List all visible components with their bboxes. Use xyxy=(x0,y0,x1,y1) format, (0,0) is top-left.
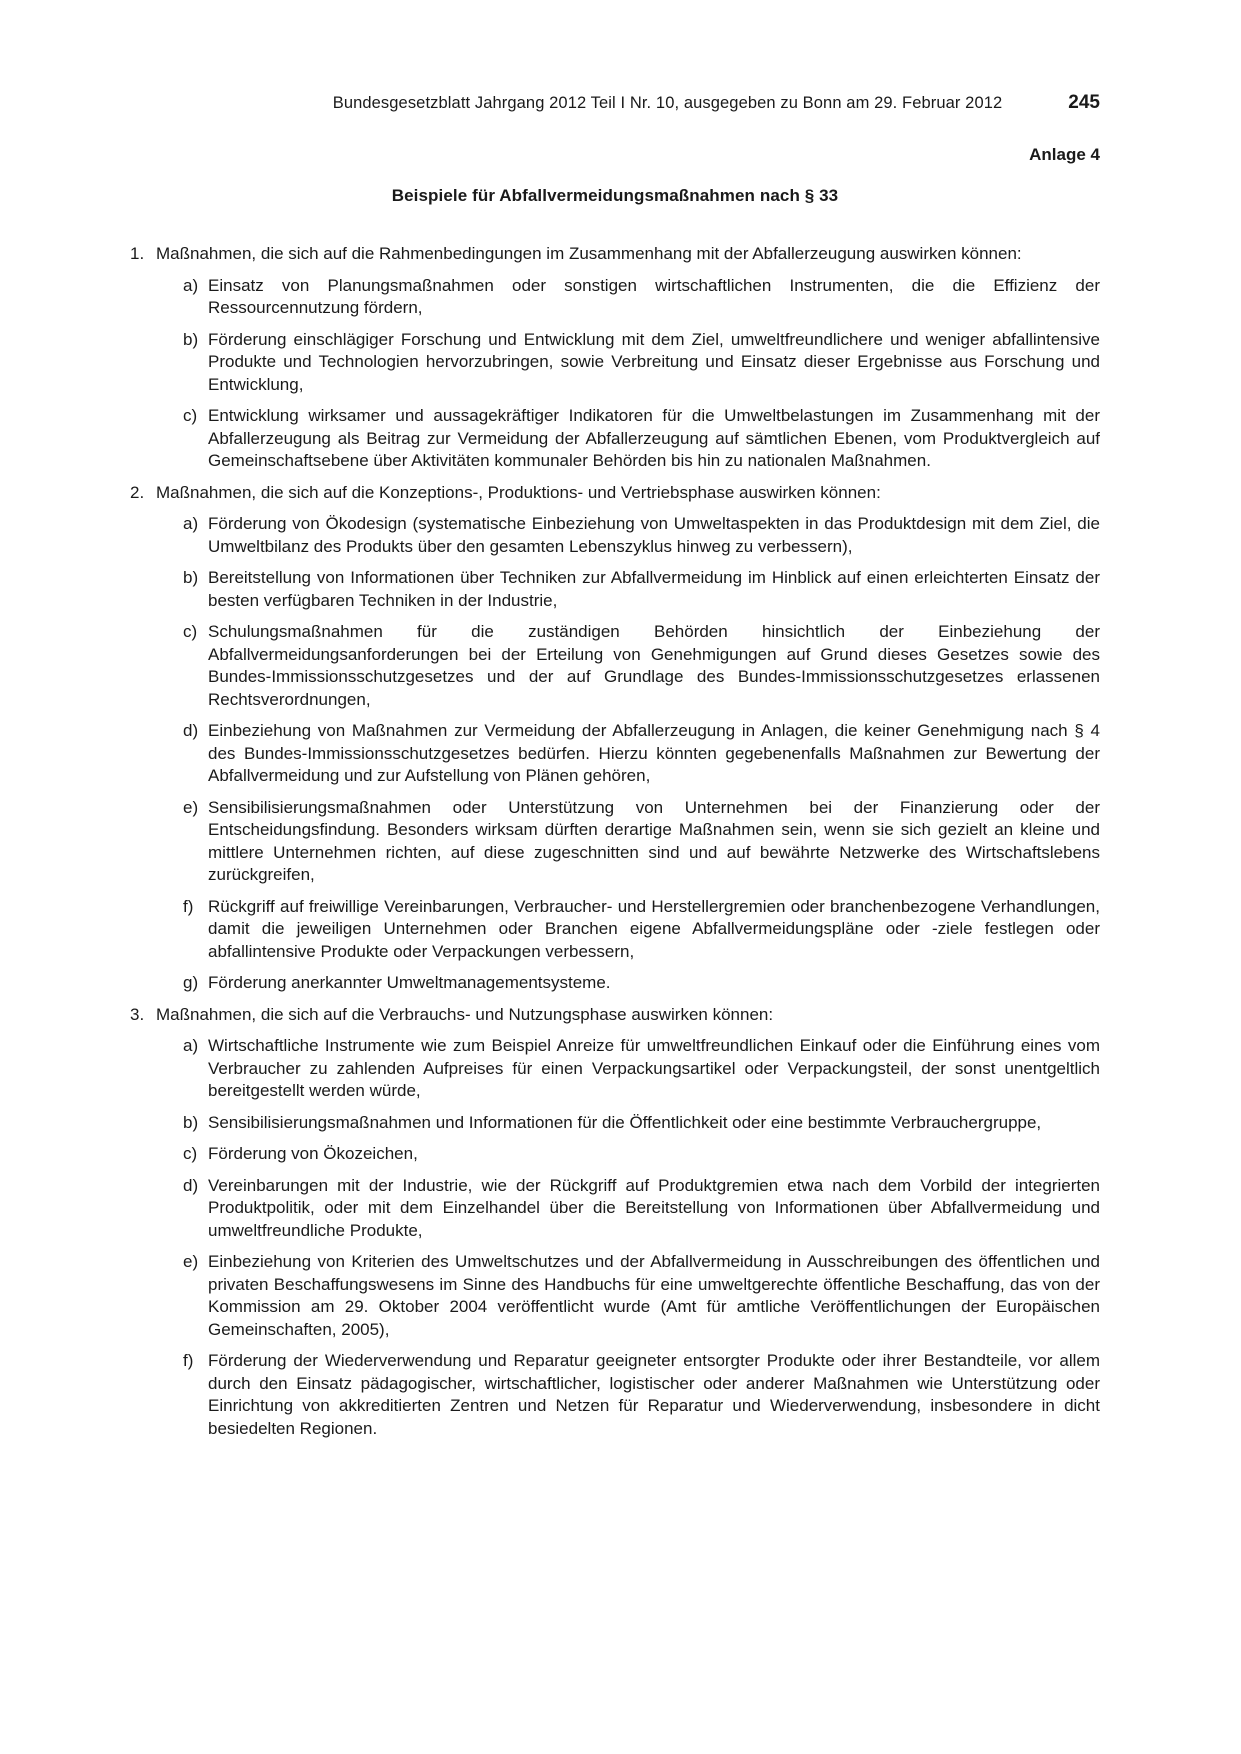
list-item xyxy=(156,720,1100,788)
section-heading-text: Maßnahmen, die sich auf die Konzeptions-, Produktions- und Vertriebsphase auswirken können: xyxy=(156,482,881,502)
section-3 xyxy=(130,1004,1100,1441)
item-label: b) xyxy=(183,568,199,587)
annex-label: Anlage 4 xyxy=(1029,145,1100,164)
item-text: Einbeziehung von Maßnahmen zur Vermeidung der Abfallerzeugung in Anlagen, die keiner Genehmigung nach § 4 des Bundes-Immissionsschutzgesetzes bedürfen. Hierzu könnten gegebenenfalls Maßnahmen zur Bewertung der Abfallvermeidung und zur Aufstellung von Plänen gehören, xyxy=(208,721,1100,785)
item-label: f) xyxy=(183,1351,194,1370)
list-item xyxy=(156,896,1100,964)
item-label: g) xyxy=(183,973,199,992)
section-1 xyxy=(130,243,1100,473)
document-title: Beispiele für Abfallvermeidungsmaßnahmen nach § 33 xyxy=(391,185,839,205)
item-label: a) xyxy=(183,514,199,533)
item-text: Entwicklung wirksamer und aussagekräftiger Indikatoren für die Umweltbelastungen im Zusammenhang mit der Abfallerzeugung als Beitrag zur Vermeidung der Abfallerzeugung auf sämtlichen Ebenen, vom Produktvergleich auf Gemeinschaftsebene über Aktivitäten kommunaler Behörden bis hin zu nationalen Maßnahmen. xyxy=(208,406,1100,470)
list-item xyxy=(156,1175,1100,1243)
item-text: Förderung von Ökodesign (systematische Einbeziehung von Umweltaspekten in das Produktdesign mit dem Ziel, die Umweltbilanz des Produkts über den gesamten Lebenszyklus hinweg zu verbessern), xyxy=(208,514,1100,556)
item-text: Vereinbarungen mit der Industrie, wie der Rückgriff auf Produktgremien etwa nach dem Vorbild der integrierten Produktpolitik, oder mit dem Einzelhandel über die Bereitstellung von Informationen über Abfallvermeidung und umweltfreundliche Produkte, xyxy=(208,1175,1100,1240)
list-item xyxy=(156,567,1100,612)
item-text: Einsatz von Planungsmaßnahmen oder sonstigen wirtschaftlichen Instrumenten, die die Effizienz der Ressourcennutzung fördern, xyxy=(208,275,1100,317)
item-text: Förderung der Wiederverwendung und Reparatur geeigneter entsorgter Produkte oder ihrer Bestandteile, vor allem durch den Einsatz pädagogischer, wirtschaftlicher, logistischer oder anderer Maßnahmen wie Unterstützung oder Einrichtung von akkreditierten Zentren und Netzen für Reparatur und Wiederverwendung, insbesondere in dicht besiedelten Regionen. xyxy=(208,1351,1100,1438)
item-label: e) xyxy=(183,797,199,817)
section-list xyxy=(130,243,1100,1440)
item-label: c) xyxy=(183,622,198,641)
list-item xyxy=(156,797,1100,887)
item-text: Einbeziehung von Kriterien des Umweltschutzes und der Abfallvermeidung in Ausschreibungen des öffentlichen und privaten Beschaffungswesens im Sinne des Handbuchs für eine umweltgerechte öffentliche Beschaffung, das von der Kommission am 29. Oktober 2004 veröffentlicht wurde (Amt für amtliche Veröffentlichungen der Europäischen Gemeinschaften, 2005), xyxy=(208,1252,1100,1339)
document-page xyxy=(130,92,1100,1449)
section-2 xyxy=(130,482,1100,995)
item-text: Förderung anerkannter Umweltmanagementsysteme. xyxy=(208,973,611,992)
section-heading-text: Maßnahmen, die sich auf die Verbrauchs- und Nutzungsphase auswirken können: xyxy=(156,1004,774,1024)
item-label: d) xyxy=(183,721,199,740)
header-text: Bundesgesetzblatt Jahrgang 2012 Teil I Nr. 10, ausgegeben zu Bonn am 29. Februar 2012 xyxy=(332,94,1003,112)
list-item xyxy=(156,329,1100,397)
item-label: e) xyxy=(183,1252,199,1271)
item-label: f) xyxy=(183,896,194,916)
item-list xyxy=(156,513,1100,995)
section-number: 3. xyxy=(130,1004,145,1024)
list-item xyxy=(156,1112,1100,1135)
section-number: 1. xyxy=(130,244,145,263)
item-label: b) xyxy=(183,1112,199,1132)
section-number: 2. xyxy=(130,482,145,502)
section-heading-text: Maßnahmen, die sich auf die Rahmenbedingungen im Zusammenhang mit der Abfallerzeugung auswirken können: xyxy=(156,244,1022,263)
item-list xyxy=(156,1035,1100,1440)
item-label: a) xyxy=(183,275,199,295)
item-text: Sensibilisierungsmaßnahmen und Informationen für die Öffentlichkeit oder eine bestimmte Verbrauchergruppe, xyxy=(208,1112,1042,1132)
item-text: Förderung von Ökozeichen, xyxy=(208,1144,418,1163)
list-item xyxy=(156,275,1100,320)
list-item xyxy=(156,1350,1100,1440)
item-label: b) xyxy=(183,329,199,349)
item-label: c) xyxy=(183,406,198,425)
list-item xyxy=(156,405,1100,473)
page-header xyxy=(130,92,1100,118)
list-item xyxy=(156,513,1100,558)
item-label: a) xyxy=(183,1036,199,1055)
item-text: Förderung einschlägiger Forschung und Entwicklung mit dem Ziel, umweltfreundlichere und weniger abfallintensive Produkte und Technologien hervorzubringen, sowie Verbreitung und Einsatz dieser Ergebnisse aus Forschung und Entwicklung, xyxy=(208,329,1100,394)
item-text: Bereitstellung von Informationen über Techniken zur Abfallvermeidung im Hinblick auf einen erleichterten Einsatz der besten verfügbaren Techniken in der Industrie, xyxy=(208,568,1100,610)
item-text: Wirtschaftliche Instrumente wie zum Beispiel Anreize für umweltfreundlichen Einkauf oder die Einführung eines vom Verbraucher zu zahlenden Aufpreises für einen Verpackungsartikel oder Verpackungsteil, der sonst unentgeltlich bereitgestellt werden würde, xyxy=(208,1036,1100,1100)
item-text: Schulungsmaßnahmen für die zuständigen Behörden hinsichtlich der Einbeziehung der Abfallvermeidungsanforderungen bei der Erteilung von Genehmigungen auf Grund dieses Gesetzes sowie des Bundes-Immissionsschutzgesetzes und der auf Grundlage des Bundes-Immissionsschutzgesetzes erlassenen Rechtsverordnungen, xyxy=(208,622,1100,709)
item-text: Sensibilisierungsmaßnahmen oder Unterstützung von Unternehmen bei der Finanzierung oder der Entscheidungsfindung. Besonders wirksam dürften derartige Maßnahmen sein, wenn sie sich gezielt an kleine und mittlere Unternehmen richten, auf diese zugeschnitten sind und auf bewährte Netzwerke des Wirtschaftslebens zurückgreifen, xyxy=(208,797,1100,884)
item-label: d) xyxy=(183,1175,199,1195)
item-list xyxy=(156,275,1100,473)
item-text: Rückgriff auf freiwillige Vereinbarungen, Verbraucher- und Herstellergremien oder branchenbezogene Verhandlungen, damit die jeweiligen Unternehmen oder Branchen eigene Abfallvermeidungspläne oder -ziele festlegen oder abfallintensive Produkte oder Verpackungen verbessern, xyxy=(208,896,1100,961)
page-number: 245 xyxy=(1068,92,1100,113)
list-item xyxy=(156,972,1100,995)
list-item xyxy=(156,621,1100,711)
list-item xyxy=(156,1035,1100,1103)
list-item xyxy=(156,1251,1100,1341)
item-label: c) xyxy=(183,1144,198,1163)
list-item xyxy=(156,1143,1100,1166)
